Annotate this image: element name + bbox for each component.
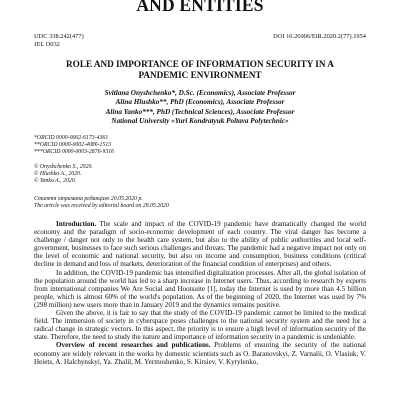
overview-text: Problems of ensuring the security of the national economy are widely relevant in the works by domestic scientists such as O. Baranovskyi, Z. Varnalii, O. Vlasiuk, V. Heiets, A. Halchynskyi, Ya. Zhalil, M. Yermoshenko, S. Kirsiev, V. Kyrylenko, [34,341,367,366]
body-paragraph: Given the above, it is fair to say that the study of the COVID-19 pandemic cannot be limited to the medical field. The immersion of society in cyberspace poses challenges to the national security system and the need for a radical change in strategic vectors. In this aspect, the priority is to ensure a high level of information security of the state. Therefore, the need to study the nature and importance of information security in a pandemic is undeniable. [34,309,366,342]
affiliation: National University «Yuri Kondratyuk Poltava Polytechnic» [111,117,289,126]
orcid-id[interactable]: *ORCID 0000-0002-6173-4361 [34,135,109,141]
copyright-line: © Hlushko A., 2020. [34,170,82,177]
orcid-list [34,135,114,155]
author-line: Alina Hlushko**, PhD (Economics), Associate Professor [115,98,285,107]
author-block [40,89,360,127]
article-title [40,59,360,81]
overview-paragraph [34,341,366,365]
author-line: Alina Yanko***, PhD (Technical Sciences), Associate Professor [105,107,295,116]
body-paragraph: In addition, the COVID-19 pandemic has intensified digitalization processes. After all, the global isolation of the population around the world has led to a sharp increase in Internet users. Thus, according to research by experts from international companies We Are Social and Hootsuite [1], today the Internet is used by more than 4.5 billion people, which is almost 60% of the world's population. As of the beginning of 2020, the Internet was used by 7% (298 million) new users more than in January 2019 and the dynamics remains positive. [34,268,366,309]
doi[interactable]: DOI 10.26906/EiR.2020.2(77).1954 [273,33,366,40]
introduction-text: The scale and impact of the COVID-19 pandemic have dramatically changed the world economy and the paradigm of socio-economic development of each country. The viral danger has become a challenge / danger not only to the health care system, but also to the ability of public authorities and local self-government, businesses to face such serious challenges and threats. The pandemic had a negative impact not only on the level of economic and national security, but also on income and consumption, business conditions (critical decline in demand and loss of markets, deterioration of the financial condition of enterprises) and others. [34,220,366,269]
received-note-ukrainian: Стаття отримана редакцією 20.05.2020 р. [34,196,143,202]
udc-code: UDC 338.242(477) [34,33,84,40]
article-title-line: ROLE AND IMPORTANCE OF INFORMATION SECURITY IN A [66,59,334,69]
article-body [34,220,366,366]
introduction-heading: Introduction. [56,220,97,228]
section-heading: AND ENTITIES [136,0,264,15]
copyright-list [34,164,93,184]
copyright-line: © Onyshchenko S., 2020. [34,164,93,170]
author-line: Svitlana Onyshchenko*, D.Sc. (Economics), Associate Professor [104,89,296,97]
received-dates [34,196,169,210]
jel-code: JEL O032 [34,41,60,48]
article-title-line: PANDEMIC ENVIRONMENT [138,70,262,80]
orcid-id[interactable]: **ORCID 0000-0002-4086-1513 [34,141,112,148]
overview-heading: Overview of recent researches and publications. [56,341,211,350]
classification-codes [34,33,84,49]
received-note-english: The article was received by editorial board on 29.05.2020 [34,203,169,209]
copyright-line: © Yanko A., 2020. [34,177,77,184]
introduction-paragraph [34,220,366,269]
orcid-id[interactable]: ***ORCID 0000-0003-2876-9316 [34,148,115,155]
